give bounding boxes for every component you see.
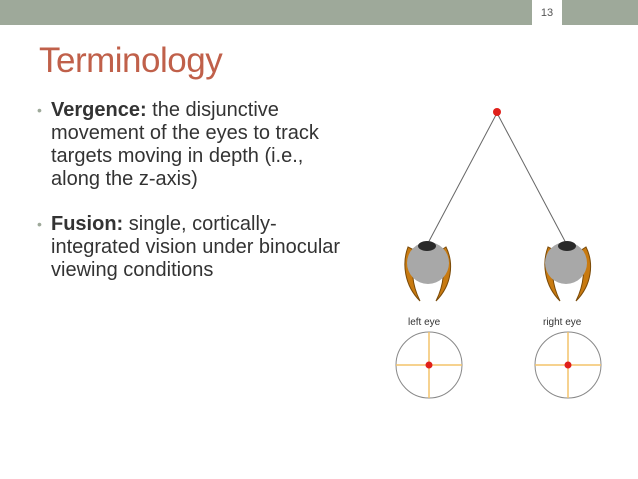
left-view-target-dot [426,362,433,369]
bullet-term: Fusion: [51,213,124,235]
right-pupil [558,241,576,251]
bullet-dot-icon: • [37,216,42,232]
bullet-list [37,99,347,304]
bullet-fusion [37,213,347,282]
left-eye-view [396,332,462,398]
right-eye-icon [545,241,591,301]
bullet-term: Vergence: [51,99,147,121]
right-sight-line [497,113,567,245]
slide-title: Terminology [39,41,223,80]
bullet-text: the disjunctive movement of the eyes to track targets moving in depth (i.e., along the z-axis) [51,99,319,190]
right-eye-label: right eye [543,317,582,328]
target-dot [493,108,501,116]
bullet-vergence [37,99,347,191]
left-sight-line [427,113,497,245]
bullet-text: single, cortically-integrated vision under binocular viewing conditions [51,213,341,281]
left-eye-label: left eye [408,317,441,328]
left-pupil [418,241,436,251]
right-view-target-dot [565,362,572,369]
vergence-diagram [370,95,635,405]
left-eye-icon [405,241,451,301]
page-number: 13 [540,7,554,19]
right-eye-view [535,332,601,398]
bullet-dot-icon: • [37,102,42,118]
